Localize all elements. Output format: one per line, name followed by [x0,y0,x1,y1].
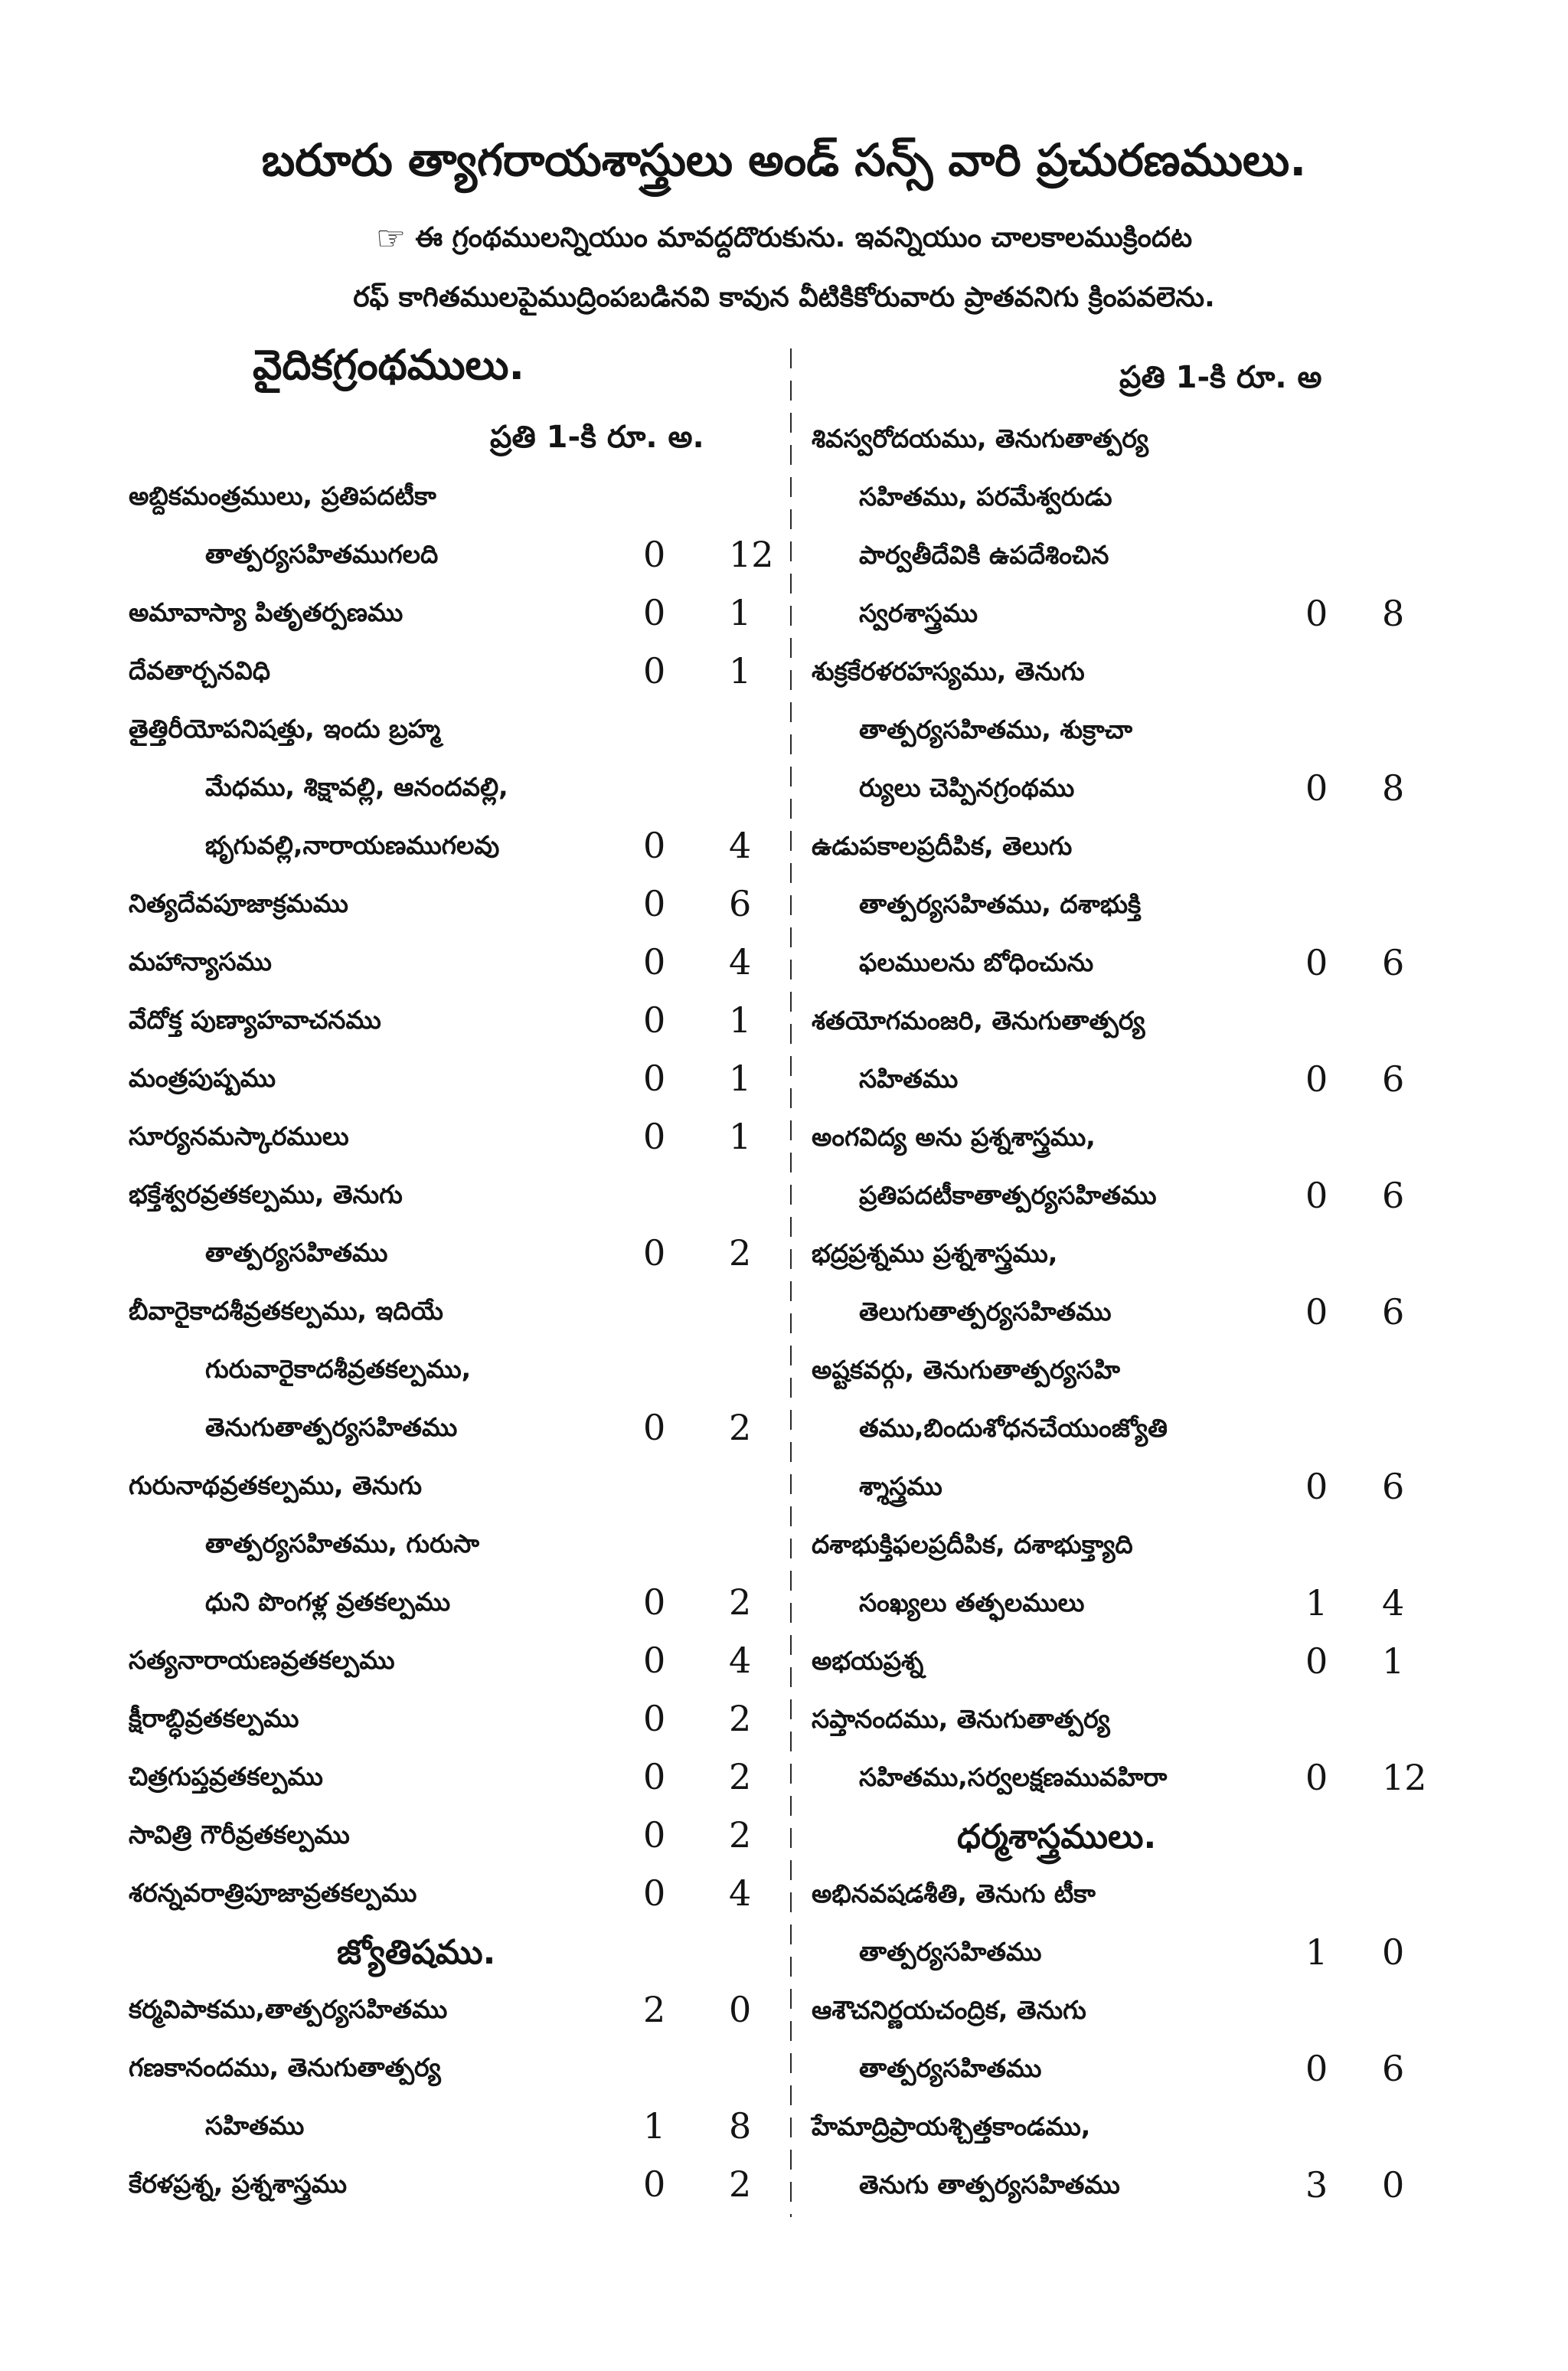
left-price-rupees: 0 [643,650,666,692]
left-price-rupees: 0 [643,1116,666,1157]
left-entry-title: సూర్యనమస్కారములు [129,1121,349,1151]
left-price-rupees: 0 [643,941,666,983]
right-entry-title: తెనుగు తాత్పర్యసహితము [859,2170,1120,2199]
right-price-annas: 8 [1382,593,1405,634]
left-entry-title: తెనుగుతాత్పర్యసహితము [205,1412,458,1442]
right-entry-title: తాత్పర్యసహితము [859,1937,1042,1967]
left-price-heading: ప్రతి 1-కి రూ. అ. [490,420,704,455]
left-entry-title: సత్యనారాయణవ్రతకల్పము [129,1645,395,1675]
right-price-rupees: 0 [1305,1466,1328,1507]
left-price-rupees: 0 [643,1814,666,1856]
left-entry-title: భక్తేశ్వరవ్రతకల్పము, తెనుగు [129,1179,403,1209]
right-entry-title: తెలుగుతాత్పర్యసహితము [859,1297,1112,1326]
left-price-rupees: 0 [643,1698,666,1739]
right-entry-title: శుక్రకేరళరహస్యము, తెనుగు [812,656,1085,686]
left-entry-title: అబ్దికమంత్రములు, ప్రతిపదటీకా [129,481,436,511]
right-price-heading: ప్రతి 1-కి రూ. అ [1119,360,1322,395]
left-price-rupees: 0 [643,1756,666,1797]
right-entry-title: సంఖ్యలు తత్ఫలములు [859,1588,1085,1617]
left-entry-title: తాత్పర్యసహితము [205,1238,388,1267]
left-price-annas: 4 [729,941,752,983]
left-price-annas: 2 [729,1581,752,1623]
right-price-rupees: 0 [1305,767,1328,809]
right-price-rupees: 0 [1305,1058,1328,1100]
left-price-rupees: 0 [643,2163,666,2205]
right-price-annas: 6 [1382,1058,1405,1100]
left-entry-title: మేధము, శిక్షావల్లి, ఆనందవల్లి, [205,772,508,802]
right-price-annas: 6 [1382,1175,1405,1216]
left-entry-title: కర్మవిపాకము,తాత్పర్యసహితము [129,1994,448,2024]
right-entry-title: ఫలములను బోధించును [859,947,1094,977]
right-entry-title: అష్టకవర్గు, తెనుగుతాత్పర్యసహి [812,1355,1120,1385]
right-entry-title: భద్రప్రశ్నము ప్రశ్నశాస్త్రము, [812,1238,1058,1268]
left-price-annas: 6 [729,883,752,924]
left-entry-title: గణకానందము, తెనుగుతాత్పర్య [129,2052,441,2082]
right-entry-title: అంగవిద్య అను ప్రశ్నశాస్త్రము, [812,1122,1096,1152]
notice-line-1 [0,219,1568,260]
right-entry-title: సహితము,సర్వలక్షణమువహిరా [859,1762,1168,1792]
left-price-annas: 2 [729,1407,752,1448]
right-price-annas: 12 [1382,1757,1427,1798]
right-price-rupees: 1 [1305,1582,1328,1624]
left-price-annas: 2 [729,1698,752,1739]
right-price-annas: 6 [1382,942,1405,983]
left-price-annas: 0 [729,1989,752,2030]
right-entry-title: తాత్పర్యసహితము, శుక్రాచా [859,715,1132,744]
left-price-rupees: 0 [643,592,666,633]
left-price-annas: 2 [729,1232,752,1274]
left-price-rupees: 0 [643,1640,666,1681]
left-entry-title: గురునాథవ్రతకల్పము, తెనుగు [129,1470,422,1500]
left-entry-title: మహాన్యాసము [129,947,272,976]
notice-line-2: రఫ్ కాగితములపైముద్రింపబడినవి కావున వీటికికోరువారు ప్రాతవనిగు క్రింపవలెను. [353,282,1215,313]
left-price-annas: 4 [729,1640,752,1681]
left-price-annas: 4 [729,1872,752,1914]
left-price-rupees: 2 [643,1989,666,2030]
left-entry-title: కేరళప్రశ్న, ప్రశ్నశాస్త్రము [129,2169,348,2199]
right-entry-title: అభినవషడశీతి, తెనుగు టీకా [812,1879,1096,1908]
left-price-rupees: 0 [643,1058,666,1099]
right-entry-title: పార్వతీదేవికి ఉపదేశించిన [859,540,1109,570]
right-price-annas: 6 [1382,1466,1405,1507]
left-entry-title: భృగువల్లి,నారాయణముగలవు [205,830,500,860]
left-entry-title: సావిత్రి గౌరీవ్రతకల్పము [129,1820,350,1849]
left-entry-title: చిత్రగుప్తవ్రతకల్పము [129,1761,323,1791]
left-price-rupees: 0 [643,883,666,924]
left-price-rupees: 0 [643,1581,666,1623]
left-price-annas: 1 [729,650,752,692]
right-entry-title: శ్శాస్త్రము [859,1471,942,1501]
right-price-annas: 0 [1382,1931,1405,1973]
right-price-rupees: 0 [1305,1640,1328,1682]
right-entry-title: ప్రతిపదటీకాతాత్పర్యసహితము [859,1180,1157,1210]
left-price-annas: 1 [729,592,752,633]
left-price-annas: 1 [729,1058,752,1099]
notice-line-1-text: ఈ గ్రంథములన్నియుం మావద్దదొరుకును. ఇవన్నియుం చాలకాలముక్రిందట [415,222,1193,253]
right-entry-title: సప్తానందము, తెనుగుతాత్పర్య [812,1704,1110,1734]
left-entry-title: గురువారైకాదశీవ్రతకల్పము, [205,1354,472,1384]
right-price-rupees: 0 [1305,942,1328,983]
left-price-annas: 1 [729,1116,752,1157]
left-price-rupees: 0 [643,1872,666,1914]
right-price-rupees: 0 [1305,2048,1328,2089]
right-price-rupees: 0 [1305,593,1328,634]
right-entry-title: సహితము, పరమేశ్వరుడు [859,482,1112,512]
right-entry-title: శతయోగమంజరి, తెనుగుతాత్పర్య [812,1006,1145,1035]
left-price-annas: 12 [729,534,774,575]
left-entry-title: బీవారైకాదశీవ్రతకల్పము, ఇదియే [129,1296,443,1326]
right-price-annas: 6 [1382,1291,1405,1333]
left-price-rupees: 0 [643,825,666,866]
left-entry-title: అమావాస్యా పితృతర్పణము [129,597,403,627]
left-price-annas: 1 [729,999,752,1041]
left-price-annas: 2 [729,1756,752,1797]
right-price-annas: 0 [1382,2164,1405,2206]
right-entry-title: తాత్పర్యసహితము [859,2053,1042,2083]
left-entry-title: సహితము [205,2111,305,2140]
left-entry-title: మంత్రపుష్పము [129,1063,276,1093]
left-entry-title: తైత్తిరీయోపనిషత్తు, ఇందు బ్రహ్మ [129,714,441,744]
left-price-rupees: 0 [643,1232,666,1274]
right-entry-title: అభయప్రశ్న [812,1646,924,1676]
right-entry-title: సహితము [859,1064,959,1094]
pointing-hand-icon: ☞ [375,219,407,258]
right-sub-heading: ధర్మశాస్త్రములు. [957,1817,1157,1856]
left-entry-title: శరన్నవరాత్రిపూజావ్రతకల్పము [129,1878,417,1908]
left-price-annas: 8 [729,2105,752,2147]
left-price-rupees: 1 [643,2105,666,2147]
right-entry-title: హేమాద్రిప్రాయశ్చిత్తకాండము, [812,2111,1091,2141]
right-price-rupees: 3 [1305,2164,1328,2206]
left-entry-title: తాత్పర్యసహితముగలది [205,539,439,569]
left-price-rupees: 0 [643,1407,666,1448]
right-entry-title: ర్యులు చెప్పినగ్రంథము [859,773,1075,803]
left-section-heading: వైదికగ్రంథములు. [253,341,524,389]
right-entry-title: దశాభుక్తిఫలప్రదీపిక, దశాభుక్త్యాది [812,1529,1133,1559]
right-price-annas: 6 [1382,2048,1405,2089]
left-entry-title: వేదోక్త పుణ్యాహవాచనము [129,1005,381,1035]
left-price-annas: 2 [729,1814,752,1856]
right-entry-title: తము,బిందుశోధనచేయుంజ్యోతి [859,1413,1168,1443]
column-divider [790,348,792,2217]
left-entry-title: దేవతార్చనవిధి [129,656,271,685]
right-price-rupees: 0 [1305,1175,1328,1216]
left-entry-title: ధుని పొంగళ్ల వ్రతకల్పము [205,1587,451,1617]
left-entry-title: క్షీరాబ్ధివ్రతకల్పము [129,1703,299,1733]
left-price-annas: 2 [729,2163,752,2205]
right-entry-title: ఉడుపకాలప్రదీపిక, తెలుగు [812,831,1073,861]
left-price-rupees: 0 [643,999,666,1041]
right-entry-title: ఆశౌచనిర్ణయచంద్రిక, తెనుగు [812,1995,1086,2025]
right-price-rupees: 0 [1305,1757,1328,1798]
right-price-annas: 8 [1382,767,1405,809]
left-sub-heading: జ్యోతిషము. [337,1933,496,1972]
right-entry-title: శివస్వరోదయము, తెనుగుతాత్పర్య [812,424,1149,453]
left-price-rupees: 0 [643,534,666,575]
right-entry-title: స్వరశాస్త్రము [859,598,978,628]
left-price-annas: 4 [729,825,752,866]
right-price-rupees: 1 [1305,1931,1328,1973]
left-entry-title: నిత్యదేవపూజాక్రమము [129,888,348,918]
page-title: బరూరు త్యాగరాయశాస్త్రులు అండ్ సన్స్ వారి ప్రచురణములు. [261,134,1307,186]
right-entry-title: తాత్పర్యసహితము, దశాభుక్తి [859,889,1142,919]
right-price-annas: 4 [1382,1582,1405,1624]
right-price-rupees: 0 [1305,1291,1328,1333]
right-price-annas: 1 [1382,1640,1405,1682]
left-entry-title: తాత్పర్యసహితము, గురుసా [205,1529,480,1558]
